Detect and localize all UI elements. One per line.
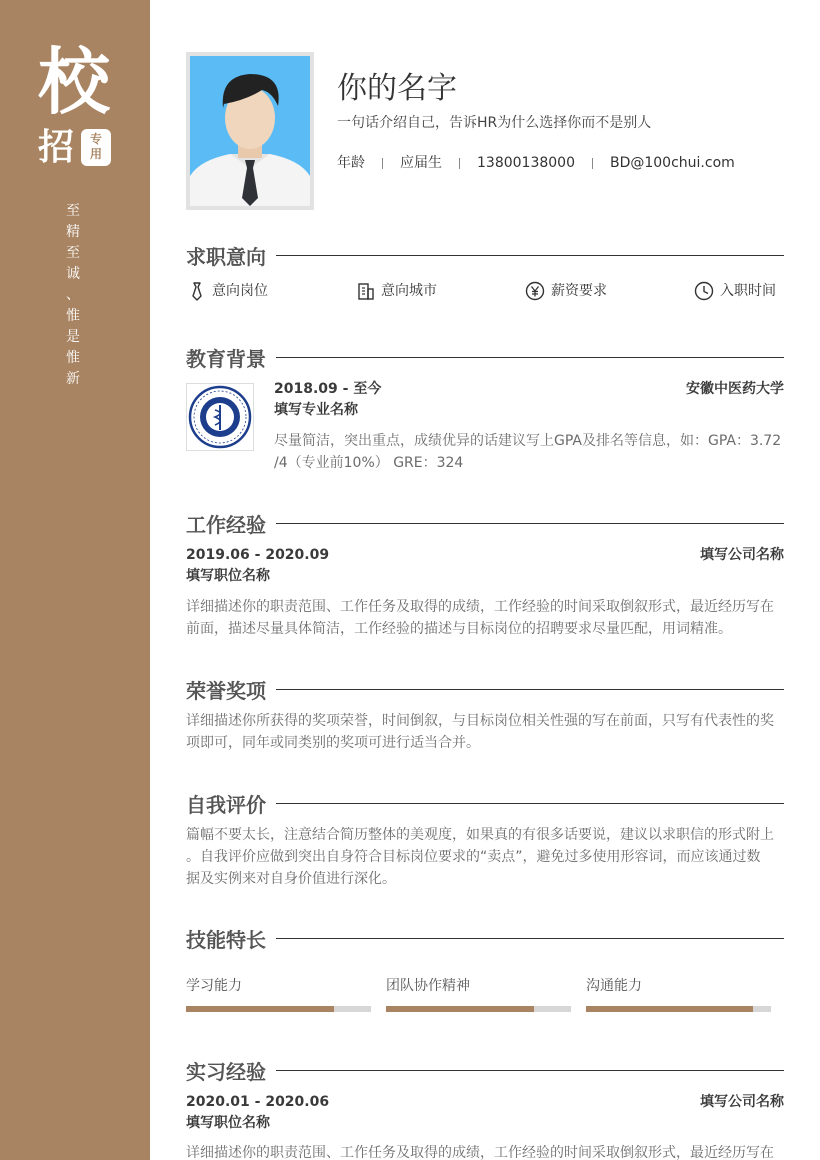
slogan-char: 诚	[66, 266, 80, 282]
skill-label: 学习能力	[186, 978, 242, 994]
contact-info-row	[337, 153, 735, 173]
description-line: 详细描述你的职责范围、工作任务及取得的成绩，工作经验的时间采取倒叙形式，最近经历写在	[186, 1145, 774, 1160]
section-title-intent: 求职意向	[186, 244, 276, 270]
work-company: 填写公司名称	[700, 547, 784, 563]
intent-label: 意向城市	[381, 283, 437, 299]
sidebar-slogan	[63, 201, 83, 390]
intent-start-date	[694, 280, 776, 302]
education-description	[274, 430, 794, 474]
description-line: 据及实例来对自身价值进行深化。	[186, 871, 396, 887]
skill-bar-track	[186, 1006, 371, 1012]
intent-salary	[525, 280, 607, 302]
work-period: 2019.06 - 2020.09	[186, 547, 330, 563]
sidebar-subtitle-char: 招	[38, 126, 75, 168]
slogan-char: 新	[66, 371, 80, 387]
yen-icon	[525, 281, 545, 301]
section-title-internship: 实习经验	[186, 1059, 276, 1085]
sidebar-badge-line: 专	[89, 132, 102, 146]
slogan-char: 精	[66, 224, 80, 240]
divider	[459, 158, 460, 169]
skill-item	[386, 976, 571, 996]
info-age: 年龄	[337, 155, 365, 171]
skill-item	[586, 976, 771, 996]
avatar	[190, 56, 310, 206]
info-phone: 13800138000	[477, 155, 575, 171]
slogan-char: 至	[66, 203, 80, 219]
description-line: 详细描述你所获得的奖项荣誉，时间倒叙，与目标岗位相关性强的写在前面，只写有代表性的奖	[186, 713, 774, 729]
education-period: 2018.09 - 至今	[274, 381, 382, 397]
intent-label: 意向岗位	[212, 283, 268, 299]
sidebar-title-char: 校	[38, 39, 111, 124]
clock-icon	[694, 281, 714, 301]
skill-bar-fill	[186, 1006, 334, 1012]
skill-bar-fill	[386, 1006, 534, 1012]
profile-photo-frame	[186, 52, 314, 210]
skill-item	[186, 976, 371, 996]
slogan-char: 惟	[66, 308, 80, 324]
description-line: 篇幅不要太长，注意结合简历整体的美观度，如果真的有很多话要说，建议以求职信的形式附上	[186, 827, 774, 843]
skill-bar-track	[586, 1006, 771, 1012]
info-status: 应届生	[400, 155, 442, 171]
section-title-honors: 荣誉奖项	[186, 678, 276, 704]
education-school: 安徽中医药大学	[686, 381, 784, 397]
school-seal-icon	[187, 384, 253, 450]
intent-label: 入职时间	[720, 283, 776, 299]
education-major: 填写专业名称	[274, 402, 358, 418]
divider	[382, 158, 383, 169]
self-eval-description	[186, 824, 796, 890]
description-line: 详细描述你的职责范围、工作任务及取得的成绩，工作经验的时间采取倒叙形式，最近经历写在	[186, 599, 774, 615]
slogan-char: 是	[66, 329, 80, 345]
intent-city	[357, 280, 437, 302]
divider	[592, 158, 593, 169]
skill-bar-track	[386, 1006, 571, 1012]
skill-label: 沟通能力	[586, 978, 642, 994]
candidate-name: 你的名字	[337, 71, 457, 106]
work-position: 填写职位名称	[186, 568, 270, 584]
work-description	[186, 596, 796, 640]
section-title-work: 工作经验	[186, 512, 276, 538]
slogan-char: 、	[66, 287, 80, 303]
skill-label: 团队协作精神	[386, 978, 470, 994]
school-logo	[186, 383, 254, 451]
section-title-self-eval: 自我评价	[186, 792, 276, 818]
internship-description	[186, 1142, 796, 1160]
intent-label: 薪资要求	[551, 283, 607, 299]
honors-description	[186, 710, 796, 754]
internship-position: 填写职位名称	[186, 1115, 270, 1131]
description-line: 尽量简洁，突出重点，成绩优异的话建议写上GPA及排名等信息，如：GPA：3.72	[274, 433, 782, 449]
slogan-char: 至	[66, 245, 80, 261]
description-line: /4（专业前10%） GRE：324	[274, 455, 464, 471]
section-title-skills: 技能特长	[186, 927, 276, 953]
sidebar	[0, 0, 150, 1160]
building-icon	[357, 281, 375, 301]
tie-icon	[188, 281, 206, 301]
info-email: BD@100chui.com	[609, 155, 735, 171]
internship-period: 2020.01 - 2020.06	[186, 1094, 330, 1110]
intent-position	[188, 280, 268, 302]
description-line: 前面，描述尽量具体简洁，工作经验的描述与目标岗位的招聘要求尽量匹配，用词精准。	[186, 621, 732, 637]
internship-company: 填写公司名称	[700, 1094, 784, 1110]
slogan-char: 惟	[66, 350, 80, 366]
sidebar-badge-line: 用	[89, 147, 102, 161]
candidate-intro: 一句话介绍自己，告诉HR为什么选择你而不是别人	[337, 115, 652, 131]
description-line: 。自我评价应做到突出自身符合目标岗位要求的“卖点”，避免过多使用形容词，而应该通过数	[186, 849, 761, 865]
description-line: 项即可，同年或同类别的奖项可进行适当合并。	[186, 735, 480, 751]
section-title-education: 教育背景	[186, 346, 276, 372]
sidebar-badge	[81, 129, 111, 166]
avatar-illustration	[190, 56, 310, 206]
skill-bar-fill	[586, 1006, 753, 1012]
